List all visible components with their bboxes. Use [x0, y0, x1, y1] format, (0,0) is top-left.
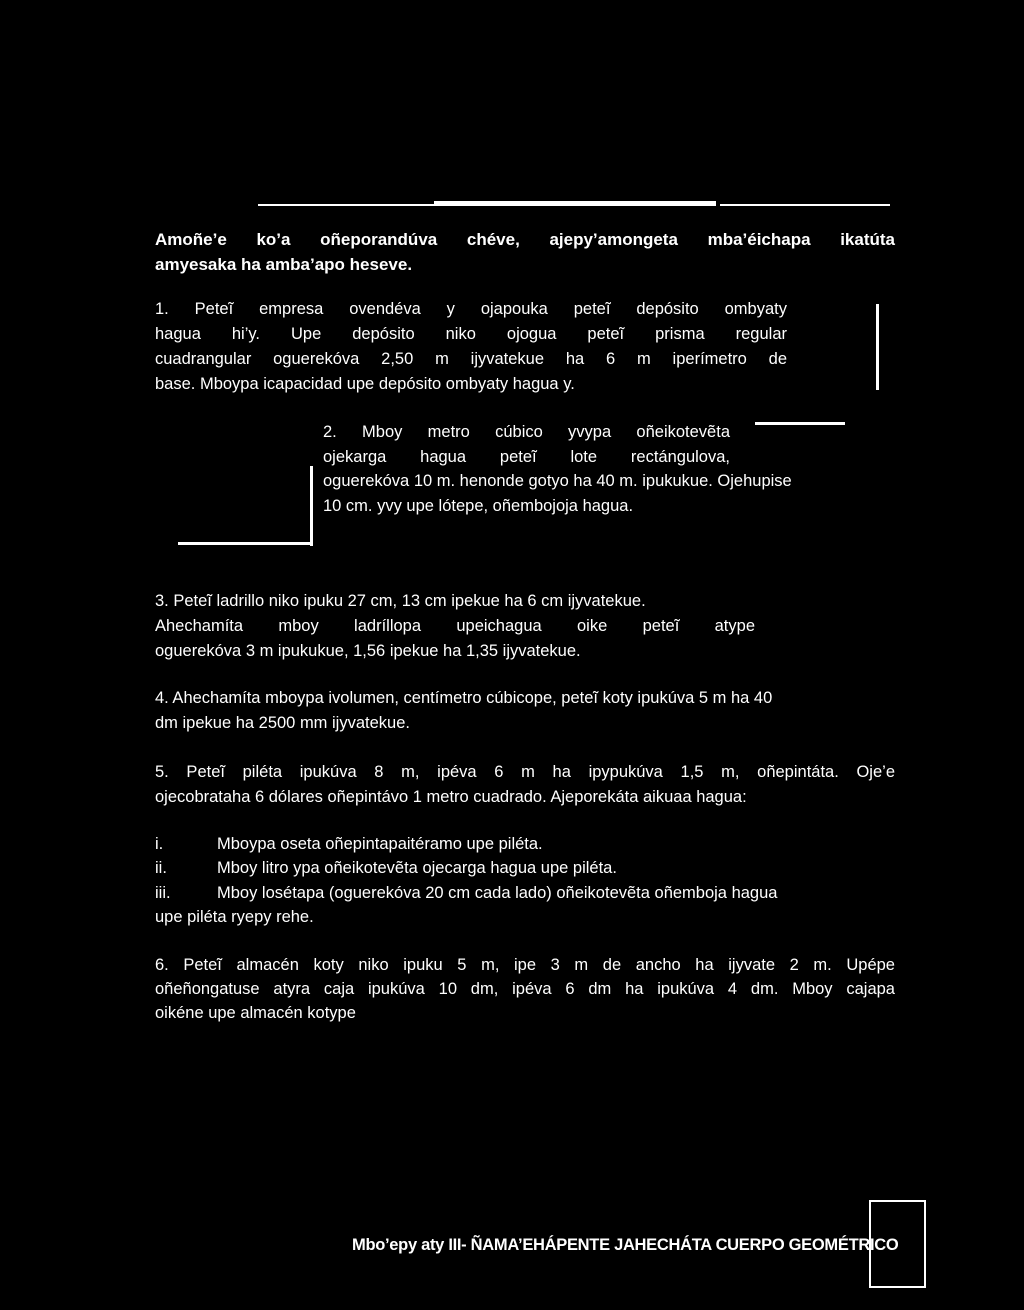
- problem-2-figure-base: [178, 542, 310, 545]
- problem-1-figure-edge: [876, 304, 879, 390]
- problem-3-line-2: Ahechamíta mboy ladríllopa upeichagua oike peteĩ atype: [155, 617, 755, 635]
- problem-1-line-1: 1. Peteĩ empresa ovendéva y ojapouka peteĩ depósito ombyaty: [155, 300, 787, 318]
- instructions-line-1: Amoñe’e ko’a oñeporandúva chéve, ajepy’amongeta mba’éichapa ikatúta: [155, 230, 895, 249]
- problem-6-line-2: oñeñongatuse atyra caja ipukúva 10 dm, ipéva 6 dm ha ipukúva 4 dm. Mboy cajapa: [155, 980, 895, 998]
- problem-1-line-4: base. Mboypa icapacidad upe depósito ombyaty hagua y.: [155, 375, 575, 393]
- problem-3-line-3: oguerekóva 3 m ipukukue, 1,56 ipekue ha 1,35 ijyvatekue.: [155, 642, 581, 660]
- instructions-line-2: amyesaka ha amba’apo heseve.: [155, 255, 413, 274]
- problem-5-item-2-text: Mboy litro ypa oñeikotevẽta ojecarga hagua upe piléta.: [217, 859, 617, 877]
- problem-2-figure-line: [755, 422, 845, 425]
- problem-5-item-1-number: i.: [155, 835, 164, 853]
- header-rule-thick: [434, 201, 716, 206]
- footer-page-box: [869, 1200, 926, 1288]
- problem-5-line-1: 5. Peteĩ piléta ipukúva 8 m, ipéva 6 m ha ipypukúva 1,5 m, oñepintáta. Oje’e: [155, 763, 895, 781]
- problem-4-line-2: dm ipekue ha 2500 mm ijyvatekue.: [155, 714, 410, 732]
- problem-6-line-1: 6. Peteĩ almacén koty niko ipuku 5 m, ipe 3 m de ancho ha ijyvate 2 m. Upépe: [155, 956, 895, 974]
- footer-title: Mbo’epy aty III- ÑAMA’EHÁPENTE JAHECHÁTA CUERPO GEOMÉTRICO: [352, 1236, 899, 1254]
- problem-6-line-3: oikéne upe almacén kotype: [155, 1004, 356, 1022]
- problem-5-item-1-text: Mboypa oseta oñepintapaitéramo upe piléta.: [217, 835, 543, 853]
- header-rule-right: [720, 204, 890, 206]
- problem-2-line-1: 2. Mboy metro cúbico yvypa oñeikotevẽta: [323, 423, 730, 441]
- problem-2-line-2: ojekarga hagua peteĩ lote rectángulova,: [323, 448, 730, 466]
- problem-2-line-3: oguerekóva 10 m. henonde gotyo ha 40 m. ipukukue. Ojehupise: [323, 472, 792, 490]
- problem-1-line-2: hagua hi’y. Upe depósito niko ojogua peteĩ prisma regular: [155, 325, 787, 343]
- problem-1-line-3: cuadrangular oguerekóva 2,50 m ijyvatekue ha 6 m iperímetro de: [155, 350, 787, 368]
- problem-5-item-3-text: Mboy losétapa (oguerekóva 20 cm cada lado) oñeikotevẽta oñemboja hagua: [217, 884, 778, 902]
- header-rule-left: [258, 204, 434, 206]
- problem-2-line-4: 10 cm. yvy upe lótepe, oñembojoja hagua.: [323, 497, 634, 515]
- problem-5-item-2-number: ii.: [155, 859, 167, 877]
- problem-5-item-3-continuation: upe piléta ryepy rehe.: [155, 908, 314, 926]
- problem-5-line-2: ojecobrataha 6 dólares oñepintávo 1 metro cuadrado. Ajeporekáta aikuaa hagua:: [155, 788, 747, 806]
- problem-5-item-3-number: iii.: [155, 884, 171, 902]
- problem-3-line-1: 3. Peteĩ ladrillo niko ipuku 27 cm, 13 cm ipekue ha 6 cm ijyvatekue.: [155, 592, 646, 610]
- problem-4-line-1: 4. Ahechamíta mboypa ivolumen, centímetro cúbicope, peteĩ koty ipukúva 5 m ha 40: [155, 689, 773, 707]
- problem-2-figure-vertical: [310, 466, 313, 546]
